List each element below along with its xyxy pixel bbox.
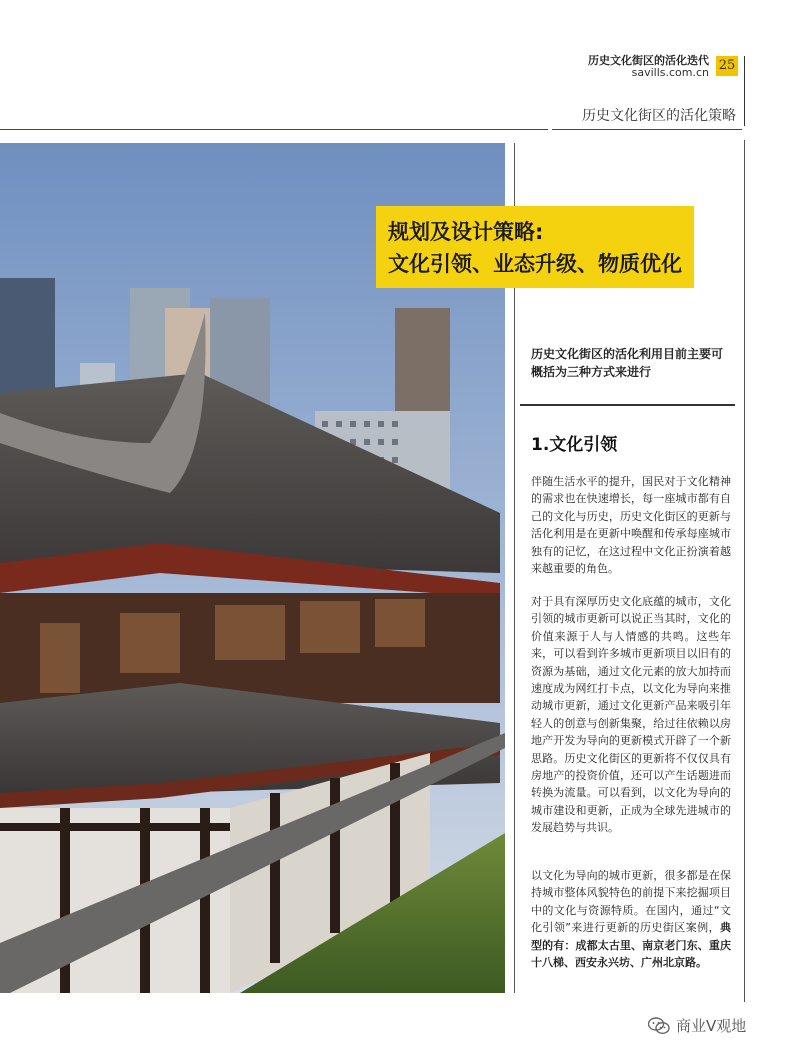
subtitle: 1.文化引领 — [531, 435, 618, 455]
headline-line-2: 文化引领、业态升级、物质优化 — [388, 252, 682, 276]
headline-line-1: 规划及设计策略: — [388, 220, 544, 244]
paragraph-3-bold: 典型的有：成都太古里、南京老门东、重庆十八梯、西安永兴坊、广州北京路。 — [531, 921, 731, 970]
paragraph-3 — [531, 867, 731, 971]
headline-box — [376, 206, 694, 288]
header-url[interactable]: savills.com.cn — [631, 66, 709, 79]
watermark — [648, 1015, 746, 1036]
page-number: 25 — [716, 56, 738, 76]
section-rule-right — [552, 129, 742, 130]
intro-text: 历史文化街区的活化利用目前主要可概括为三种方式来进行 — [531, 347, 724, 379]
right-column-rule — [744, 140, 745, 1002]
wechat-icon — [648, 1017, 670, 1035]
paragraph-3-text: 以文化为导向的城市更新，很多都是在保持城市整体风貌特色的前提下来挖掘项目中的文化与资源特质。在国内，通过“文化引领”来进行更新的历史街区案例， — [531, 869, 731, 935]
section-label: 历史文化街区的活化策略 — [582, 108, 736, 124]
paragraph-1: 伴随生活水平的提升，国民对于文化精神的需求也在快速增长，每一座城市都有自己的文化与历史，历史文化街区的更新与活化利用是在更新中唤醒和传承每座城市独有的记忆，在这过程中文化正扮演着越来越重要的角色。 — [531, 475, 731, 576]
header-title: 历史文化街区的活化迭代 — [588, 54, 709, 67]
header-divider — [744, 56, 745, 126]
section-rule — [0, 129, 548, 130]
watermark-text: 商业V观地 — [676, 1017, 747, 1035]
paragraph-2: 对于具有深厚历史文化底蕴的城市，文化引领的城市更新可以说正当其时，文化的价值来源于人与人情感的共鸣。这些年来，可以看到许多城市更新项目以旧有的资源为基础，通过文化元素的放大加持而速度成为网红打卡点，以文化为导向来推动城市更新，通过文化更新产品来吸引年轻人的创意与创新集聚，给过往依赖以房地产开发为导向的更新模式开辟了一个新思路。历史文化街区的更新将不仅仅具有房地产的投资价值，还可以产生话题进而转换为流量。可以看到，以文化为导向的城市建设和更新，正成为全球先进城市的发展趋势与共识。 — [531, 595, 731, 835]
intro-rule — [520, 404, 735, 406]
